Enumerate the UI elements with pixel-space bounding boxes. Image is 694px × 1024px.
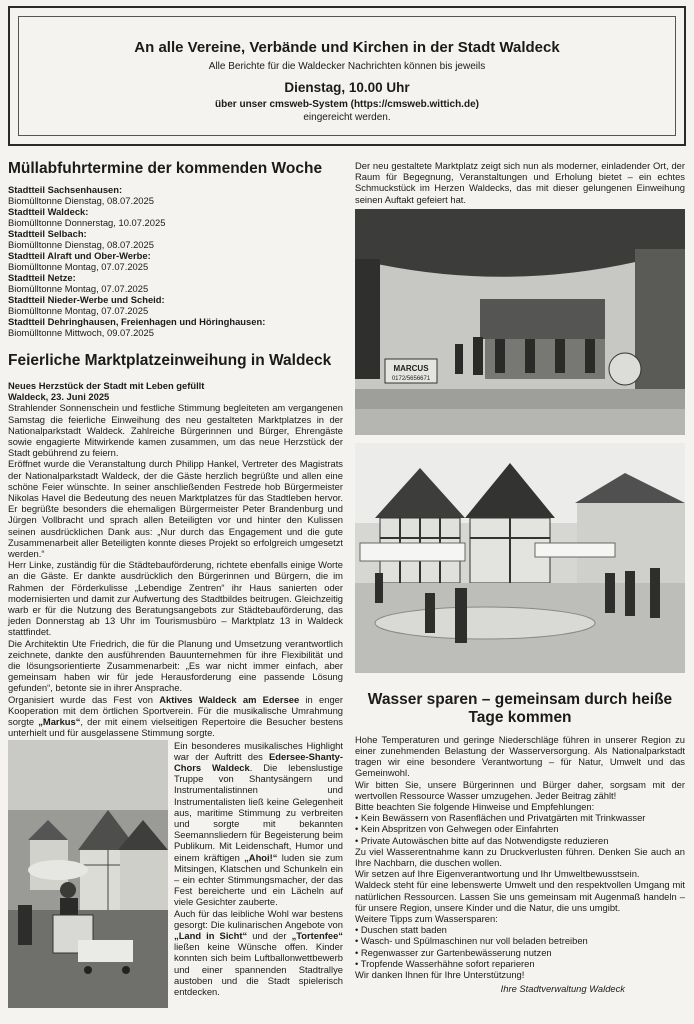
stage-phone-text: 0172/5656671 (391, 375, 431, 382)
left-column (8, 160, 343, 1008)
district-item (8, 206, 343, 228)
market-subhead: Neues Herzstück der Stadt mit Leben gefüllt (8, 380, 205, 391)
district-date: Biomülltonne Dienstag, 08.07.2025 (8, 195, 154, 206)
waste-title: Müllabfuhrtermine der kommenden Woche (8, 160, 323, 177)
district-name: Stadtteil Selbach: (8, 228, 87, 239)
photo-market-square (355, 443, 685, 673)
right-column (355, 160, 685, 994)
market-paragraph-2: Eröffnet wurde die Veranstaltung durch Philipp Hankel, Vertreter des Magistrats der Nationalparkstadt Waldeck, der die Gäste herzlich begrüßte und allen eine schöne Feier wünschte. In seiner anschließenden Festrede hob Bürgermeister Nikolas Havel die Bedeutung des neuen Marktplatzes für das Stadtleben hervor. Er begrüßte besonders die ehemaligen Bürgermeister Peter Brandenburg und Jürgen Vollbracht und sprach allen Beteiligten vor und hinter den Kulissen seinen ausdrücklichen Dank aus: „Nur durch das Engagement und die gute Zusammenarbeit aller Beteiligten konnte dieses Projekt so erfolgreich umgesetzt werden.“ (8, 458, 343, 560)
district-name: Stadtteil Dehringhausen, Freienhagen und Höringhausen: (8, 316, 266, 327)
water-paragraph-2: Wir bitten Sie, unsere Bürgerinnen und Bürger daher, sorgsam mit der wertvollen Ressource Wasser umzugehen. Jeder Beitrag zählt! (355, 778, 685, 801)
shanty-section (8, 740, 343, 998)
list-item: • Duschen statt baden (355, 924, 685, 935)
district-date: Biomülltonne Montag, 07.07.2025 (8, 305, 149, 316)
district-name: Stadtteil Netze: (8, 272, 76, 283)
district-name: Stadtteil Sachsenhausen: (8, 184, 123, 195)
district-date: Biomülltonne Mittwoch, 09.07.2025 (8, 327, 154, 338)
market-continuation: Der neu gestaltete Marktplatz zeigt sich nun als moderner, einladender Ort, der Raum für Begegnung, Veranstaltungen und Erholung bietet – ein echtes Schmuckstück im Herzen Waldecks, das mit dieser gelungenen Einweihung seinen Auftakt gefeiert hat. (355, 160, 685, 205)
market-paragraph-3: Herr Linke, zuständig für die Städtebauförderung, richtete ebenfalls einige Worte an die Gäste. Er dankte ausdrücklich den Bürgerinnen und Bürgern, die im Rahmen der Förderkulisse „Lebendige Zentren“ ihr Haus sanierten oder modernisierten und damit zur Aufwertung des Stadtbildes beitrugen. Gleichzeitig warb er für die Nutzung des Beratungsangebots zur Städtebauförderung, das jeden Donnerstag ab 13 Uhr im Tourismusbüro – Marktplatz 13 in Waldeck stattfindet. (8, 559, 343, 638)
district-date: Biomülltonne Montag, 07.07.2025 (8, 283, 149, 294)
notice-box (8, 6, 686, 146)
list-item: • Tropfende Wasserhähne sofort reparieren (355, 958, 685, 969)
district-name: Stadtteil Nieder-Werbe und Scheid: (8, 294, 165, 305)
water-paragraph-5: Wir setzen auf Ihre Eigenverantwortung und Ihr Umweltbewusstsein. (355, 868, 640, 880)
district-item (8, 272, 343, 294)
market-paragraph-4: Die Architektin Ute Friedrich, die für die Planung und Umsetzung verantwortlich zeichnete, dankte den ausführenden Bauunternehmen für ihre Flexibilität und die lösungsorientierte Zusammenarbeit: „Es war nicht immer einfach, aber gemeinsam haben wir für jede Herausforderung eine passende Lösung gefunden“, betonte sie in ihrer Ansprache. (8, 637, 343, 694)
district-date: Biomülltonne Dienstag, 08.07.2025 (8, 239, 154, 250)
water-rules-list (355, 812, 685, 846)
water-signature: Ihre Stadtverwaltung Waldeck (500, 983, 625, 995)
notice-title: An alle Vereine, Verbände und Kirchen in der Stadt Waldeck (134, 39, 560, 56)
market-paragraph-7: Auch für das leibliche Wohl war bestens gesorgt: Die kulinarischen Angebote von „Land in Sicht“ und der „Tortenfee“ ließen keine Wünsche offen. Kinder konnten sich beim Luftballonwettbewerb und einer spannenden Stadtrallye austoben und die Stadt spielerisch entdecken. (174, 907, 343, 997)
water-paragraph-7: Weitere Tipps zum Wassersparen: (355, 913, 498, 925)
list-item: • Regenwasser zur Gartenbewässerung nutzen (355, 947, 685, 958)
market-title: Feierliche Marktplatzeinweihung in Waldeck (8, 352, 332, 369)
list-item: • Kein Abspritzen von Gehwegen oder Einfahrten (355, 823, 685, 834)
district-item (8, 250, 343, 272)
district-item (8, 184, 343, 206)
district-date: Biomülltonne Donnerstag, 10.07.2025 (8, 217, 166, 228)
list-item: • Kein Bewässern von Rasenflächen und Privatgärten mit Trinkwasser (355, 812, 685, 823)
photo-stage (355, 209, 685, 435)
district-date: Biomülltonne Montag, 07.07.2025 (8, 261, 149, 272)
notice-deadline: Dienstag, 10.00 Uhr (284, 80, 410, 95)
water-thanks: Wir danken Ihnen für Ihre Unterstützung! (355, 969, 525, 981)
water-paragraph-1: Hohe Temperaturen und geringe Niederschläge führen in unserer Region zu einer zunehmenden Belastung der Wasserversorgung. Als Nationalparkstadt tragen wir eine besondere Verantwortung – für Natur, Umwelt und das Gemeinwohl. (355, 733, 685, 779)
water-title: Wasser sparen – gemeinsam durch heiße Tage kommen (367, 690, 673, 726)
water-tips-list (355, 924, 685, 969)
notice-closing: eingereicht werden. (303, 112, 391, 123)
waste-schedule (8, 184, 343, 338)
water-paragraph-3: Bitte beachten Sie folgende Hinweise und Empfehlungen: (355, 801, 595, 813)
market-paragraph-1: Strahlender Sonnenschein und festliche Stimmung begleiteten am vergangenen Samstag die feierliche Einweihung des neu gestalteten Marktplatzes in der Nationalparkstadt Waldeck. Zahlreiche Bürgerinnen und Bürger, Ehrengäste sowie engagierte Mitwirkende kamen zusammen, um das neue Herzstück der Stadt gebührend zu feiern. (8, 402, 343, 459)
district-item (8, 228, 343, 250)
market-dateline: Waldeck, 23. Juni 2025 (8, 391, 110, 403)
market-paragraph-5: Organisiert wurde das Fest von Aktives Waldeck am Edersee in enger Kooperation mit dem örtlichen Sportverein. Für die musikalische Umrahmung sorgte „Markus“, der mit einem vielseitigen Repertoire die Besucher bestens unterhielt und für ausgelassene Stimmung sorgte. (8, 693, 344, 739)
list-item: • Private Autowäschen bitte auf das Notwendigste reduzieren (355, 835, 685, 846)
market-paragraph-6: Ein besonderes musikalisches Highlight war der Auftritt des Edersee-Shanty-Chors Waldeck. Die lebenslustige Truppe von Shantysängern und Instrumentalistinnen und Instrumentalisten ließ keine Gelegenheit aus, maritime Stimmung zu verbreiten und sorgte mit bekannten Seemannsliedern für Begeisterung beim Publikum. Mit Leidenschaft, Humor und einem kräftigen „Ahoi!“ luden sie zum Mitsingen, Klatschen und Schunkeln ein – ein echter Stimmungsmacher, der das Fest bereicherte und ein Lächeln auf viele Gesichter zauberte. (174, 739, 343, 908)
stage-sign-text: MARCUS (393, 363, 429, 373)
list-item: • Wasch- und Spülmaschinen nur voll beladen betreiben (355, 935, 685, 946)
water-paragraph-6: Waldeck steht für eine lebenswerte Umwelt und den respektvollen Umgang mit natürlichen Ressourcen. Lassen Sie uns gemeinsam mit Augenmaß handeln – für unsere Region, unsere Kinder und die Natur, die uns umgibt. (355, 879, 685, 913)
notice-system: über unser cmsweb-System (https://cmsweb.wittich.de) (215, 99, 479, 110)
notice-subtitle: Alle Berichte für die Waldecker Nachrichten können bis jeweils (208, 61, 486, 72)
district-item (8, 294, 343, 316)
notice-inner-frame (18, 16, 676, 136)
photo-street-music (8, 740, 168, 1008)
district-name: Stadtteil Alraft und Ober-Werbe: (8, 250, 151, 261)
district-item (8, 316, 343, 338)
district-name: Stadtteil Waldeck: (8, 206, 89, 217)
water-paragraph-4: Zu viel Wasserentnahme kann zu Druckverlusten führen. Denken Sie auch an Ihre Nachbarn, die duschen wollen. (355, 845, 685, 869)
